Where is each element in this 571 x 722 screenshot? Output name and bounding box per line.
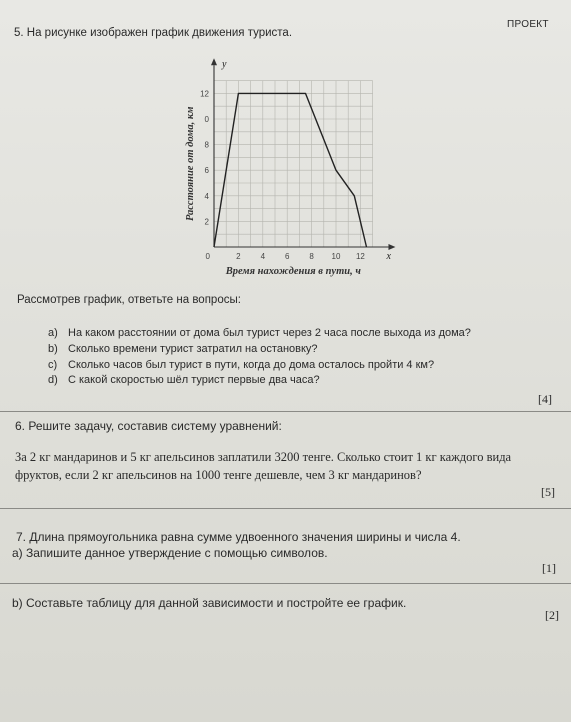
y-tick-label: 8 — [204, 140, 209, 150]
question-letter: d) — [48, 374, 58, 386]
task7-part-a: a) Запишите данное утверждение с помощью символов. — [12, 546, 328, 560]
x-axis-arrow — [388, 244, 395, 250]
y-tick-label: 12 — [200, 89, 209, 99]
y-axis-letter: y — [222, 59, 227, 71]
task7-part-b: b) Составьте таблицу для данной зависимости и постройте ее график. — [12, 596, 407, 610]
y-axis-arrow — [211, 58, 217, 65]
x-tick-label: 6 — [284, 252, 290, 261]
question-text: С какой скоростью шёл турист первые два часа? — [68, 374, 320, 386]
y-tick-label: 4 — [204, 191, 209, 201]
task5-intro: Рассмотрев график, ответьте на вопросы: — [17, 294, 241, 306]
task5-question-a — [48, 327, 471, 339]
divider — [0, 583, 571, 584]
x-tick-label: 12 — [355, 252, 365, 261]
question-text: На каком расстоянии от дома был турист через 2 часа после выхода из дома? — [68, 327, 471, 339]
task5-question-c — [48, 359, 434, 371]
y-tick-label: 0 — [204, 115, 209, 124]
tourist-motion-chart — [180, 55, 410, 280]
x-tick-label: 2 — [236, 252, 241, 261]
divider — [0, 508, 571, 509]
x-axis-letter: x — [386, 251, 391, 262]
task5-mark: [4] — [538, 392, 552, 406]
x-tick-label: 10 — [331, 252, 341, 261]
task6-text-line1: За 2 кг мандаринов и 5 кг апельсинов заплатили 3200 тенге. Сколько стоит 1 кг каждого вида — [15, 450, 512, 464]
task5-title: 5. На рисунке изображен график движения туриста. — [14, 27, 293, 39]
task5-question-b — [48, 343, 318, 355]
origin-label: 0 — [205, 252, 210, 261]
task6-title: 6. Решите задачу, составив систему уравнений: — [15, 419, 282, 433]
question-letter: b) — [48, 343, 58, 355]
question-text: Сколько часов был турист в пути, когда до дома осталось пройти 4 км? — [68, 359, 435, 371]
y-axis-title: Расстояние от дома, км — [185, 106, 196, 222]
question-text: Сколько времени турист затратил на остановку? — [68, 343, 318, 355]
task5-question-d — [48, 374, 320, 386]
question-letter: c) — [48, 359, 58, 371]
question-letter: a) — [48, 327, 58, 339]
task6-text-line2: фруктов, если 2 кг апельсинов на 1000 тенге дешевле, чем 3 кг мандаринов? — [15, 468, 422, 482]
x-tick-label: 8 — [309, 252, 314, 261]
project-label: ПРОЕКТ — [507, 19, 549, 30]
x-axis-title: Время нахождения в пути, ч — [225, 266, 361, 277]
y-tick-label: 2 — [204, 217, 209, 227]
x-tick-label: 4 — [260, 252, 266, 261]
task6-mark: [5] — [541, 485, 555, 499]
divider — [0, 411, 571, 412]
task7-mark-b: [2] — [545, 608, 559, 622]
task7-title: 7. Длина прямоугольника равна сумме удвоенного значения ширины и числа 4. — [16, 530, 461, 544]
y-tick-label: 6 — [204, 166, 209, 176]
task7-mark-a: [1] — [542, 561, 556, 575]
